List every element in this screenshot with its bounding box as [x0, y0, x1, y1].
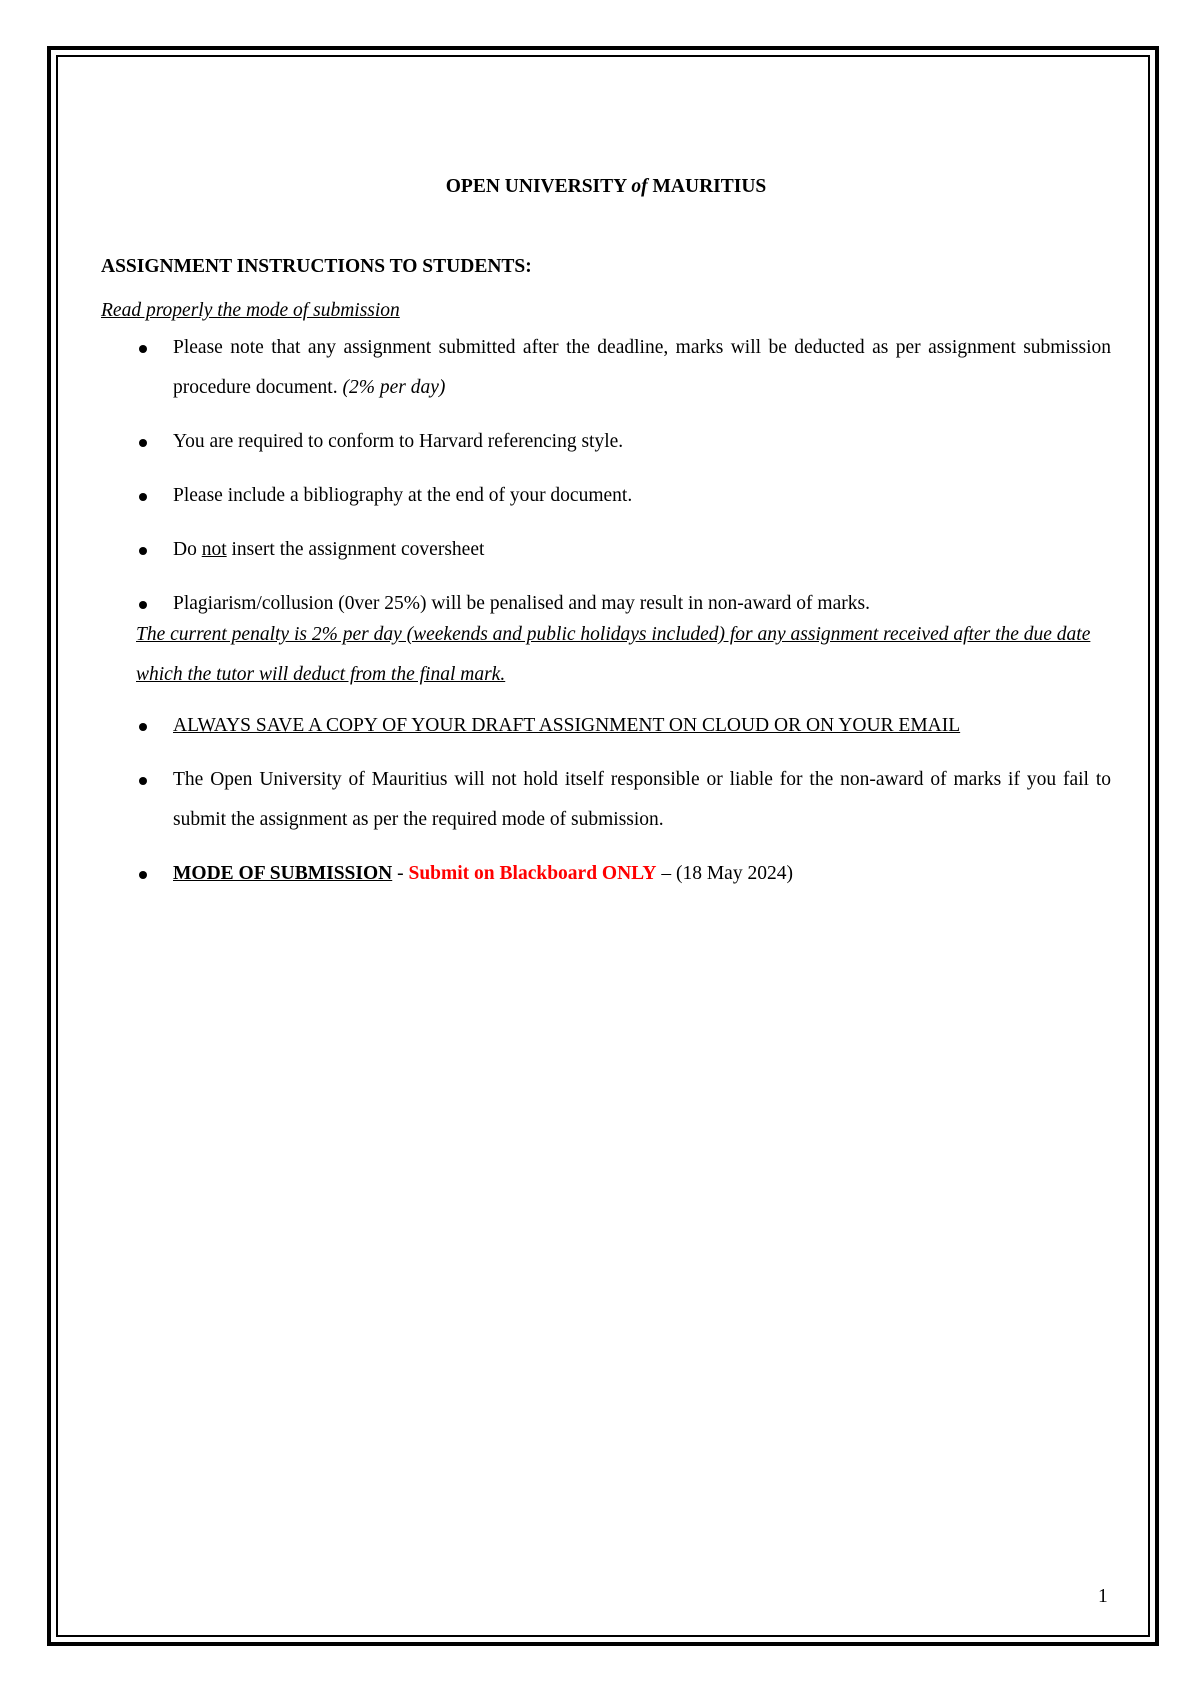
- submission-deadline: – (18 May 2024): [656, 863, 793, 884]
- list-item-underlined: not: [201, 539, 227, 560]
- bullet-icon: [139, 601, 147, 609]
- bullet-icon: [139, 345, 147, 353]
- list-item-text: Please note that any assignment submitted after the deadline, marks will be deducted as per assignment submission procedure document.: [173, 337, 1111, 398]
- instruction-list-1: [101, 328, 1111, 624]
- title-text-3: MAURITIUS: [647, 176, 767, 197]
- bullet-icon: [139, 777, 147, 785]
- list-item-text: insert the assignment coversheet: [226, 539, 485, 560]
- bullet-icon: [139, 871, 147, 879]
- list-item-text: Do: [173, 539, 202, 560]
- list-item: [101, 530, 1111, 570]
- document-title: [101, 176, 1111, 198]
- title-text-1: OPEN UNIVERSITY: [445, 176, 632, 197]
- page-number: 1: [1098, 1586, 1108, 1607]
- list-item-text: Please include a bibliography at the end of your document.: [173, 485, 633, 506]
- bullet-icon: [139, 493, 147, 501]
- list-item-text: The Open University of Mauritius will not hold itself responsible or liable for the non-award of marks if you fail to submit the assignment as per the required mode of submission.: [173, 769, 1111, 830]
- instructions-heading: ASSIGNMENT INSTRUCTIONS TO STUDENTS:: [101, 256, 532, 277]
- bullet-icon: [139, 547, 147, 555]
- list-item: [101, 328, 1111, 408]
- bullet-icon: [139, 439, 147, 447]
- instructions-subheading: Read properly the mode of submission: [101, 300, 400, 321]
- list-item-text: ALWAYS SAVE A COPY OF YOUR DRAFT ASSIGNMENT ON CLOUD OR ON YOUR EMAIL: [173, 715, 961, 736]
- list-item: [101, 422, 1111, 462]
- list-item: [101, 854, 1111, 894]
- list-item-italic: (2% per day): [342, 377, 446, 398]
- title-text-2: of: [631, 176, 648, 197]
- list-item-text: You are required to conform to Harvard referencing style.: [173, 431, 624, 452]
- submission-mode-emphasis: Submit on Blackboard ONLY: [408, 863, 657, 884]
- penalty-note: The current penalty is 2% per day (weekends and public holidays included) for any assignment received after the due date which the tutor will deduct from the final mark.: [136, 624, 1091, 685]
- list-item-text: Plagiarism/collusion (0ver 25%) will be penalised and may result in non-award of marks.: [173, 593, 870, 614]
- instruction-list-2: [101, 706, 1111, 894]
- list-item: [101, 760, 1111, 840]
- list-item-text: -: [392, 863, 409, 884]
- list-item: [101, 706, 1111, 746]
- bullet-icon: [139, 723, 147, 731]
- submission-mode-label: MODE OF SUBMISSION: [173, 863, 393, 884]
- list-item: [101, 476, 1111, 516]
